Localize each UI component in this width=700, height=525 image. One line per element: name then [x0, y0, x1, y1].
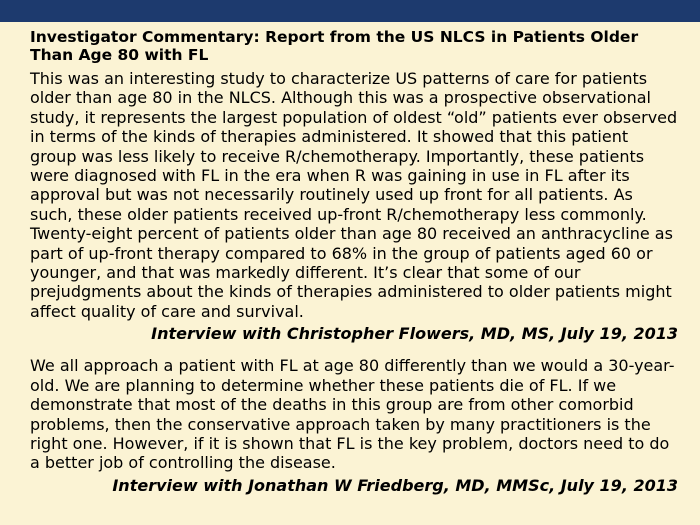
- slide-content: [30, 28, 678, 496]
- section-gap: [30, 344, 678, 356]
- slide-title: Investigator Commentary: Report from the US NLCS in Patients Older Than Age 80 with FL: [30, 28, 639, 64]
- citation-friedberg: Interview with Jonathan W Friedberg, MD, MMSc, July 19, 2013: [112, 475, 678, 495]
- commentary-paragraph-flowers: This was an interesting study to characterize US patterns of care for patients older than age 80 in the NLCS. Although this was a prospective observational study, it represents the largest population of oldest “old” patients ever observed in terms of the kinds of therapies administered. It showed that this patient group was less likely to receive R/chemotherapy. Importantly, these patients were diagnosed with FL in the era when R was gaining in use in FL after its approval but was not necessarily routinely used up front for all patients. As such, these older patients received up-front R/chemotherapy less commonly. Twenty-eight percent of patients older than age 80 received an anthracycline as part of up-front therapy compared to 68% in the group of patients aged 60 or younger, and that was markedly different. It’s clear that some of our prejudgments about the kinds of therapies administered to older patients might affect quality of care and survival.: [30, 69, 678, 321]
- citation-flowers: Interview with Christopher Flowers, MD, MS, July 19, 2013: [151, 324, 678, 344]
- header-bar: [0, 0, 700, 22]
- commentary-paragraph-friedberg: We all approach a patient with FL at age 80 differently than we would a 30-year-old. We are planning to determine whether these patients die of FL. If we demonstrate that most of the deaths in this group are from other comorbid problems, then the conservative approach taken by many practitioners is the right one. However, if it is shown that FL is the key problem, doctors need to do a better job of controlling the disease.: [30, 356, 675, 473]
